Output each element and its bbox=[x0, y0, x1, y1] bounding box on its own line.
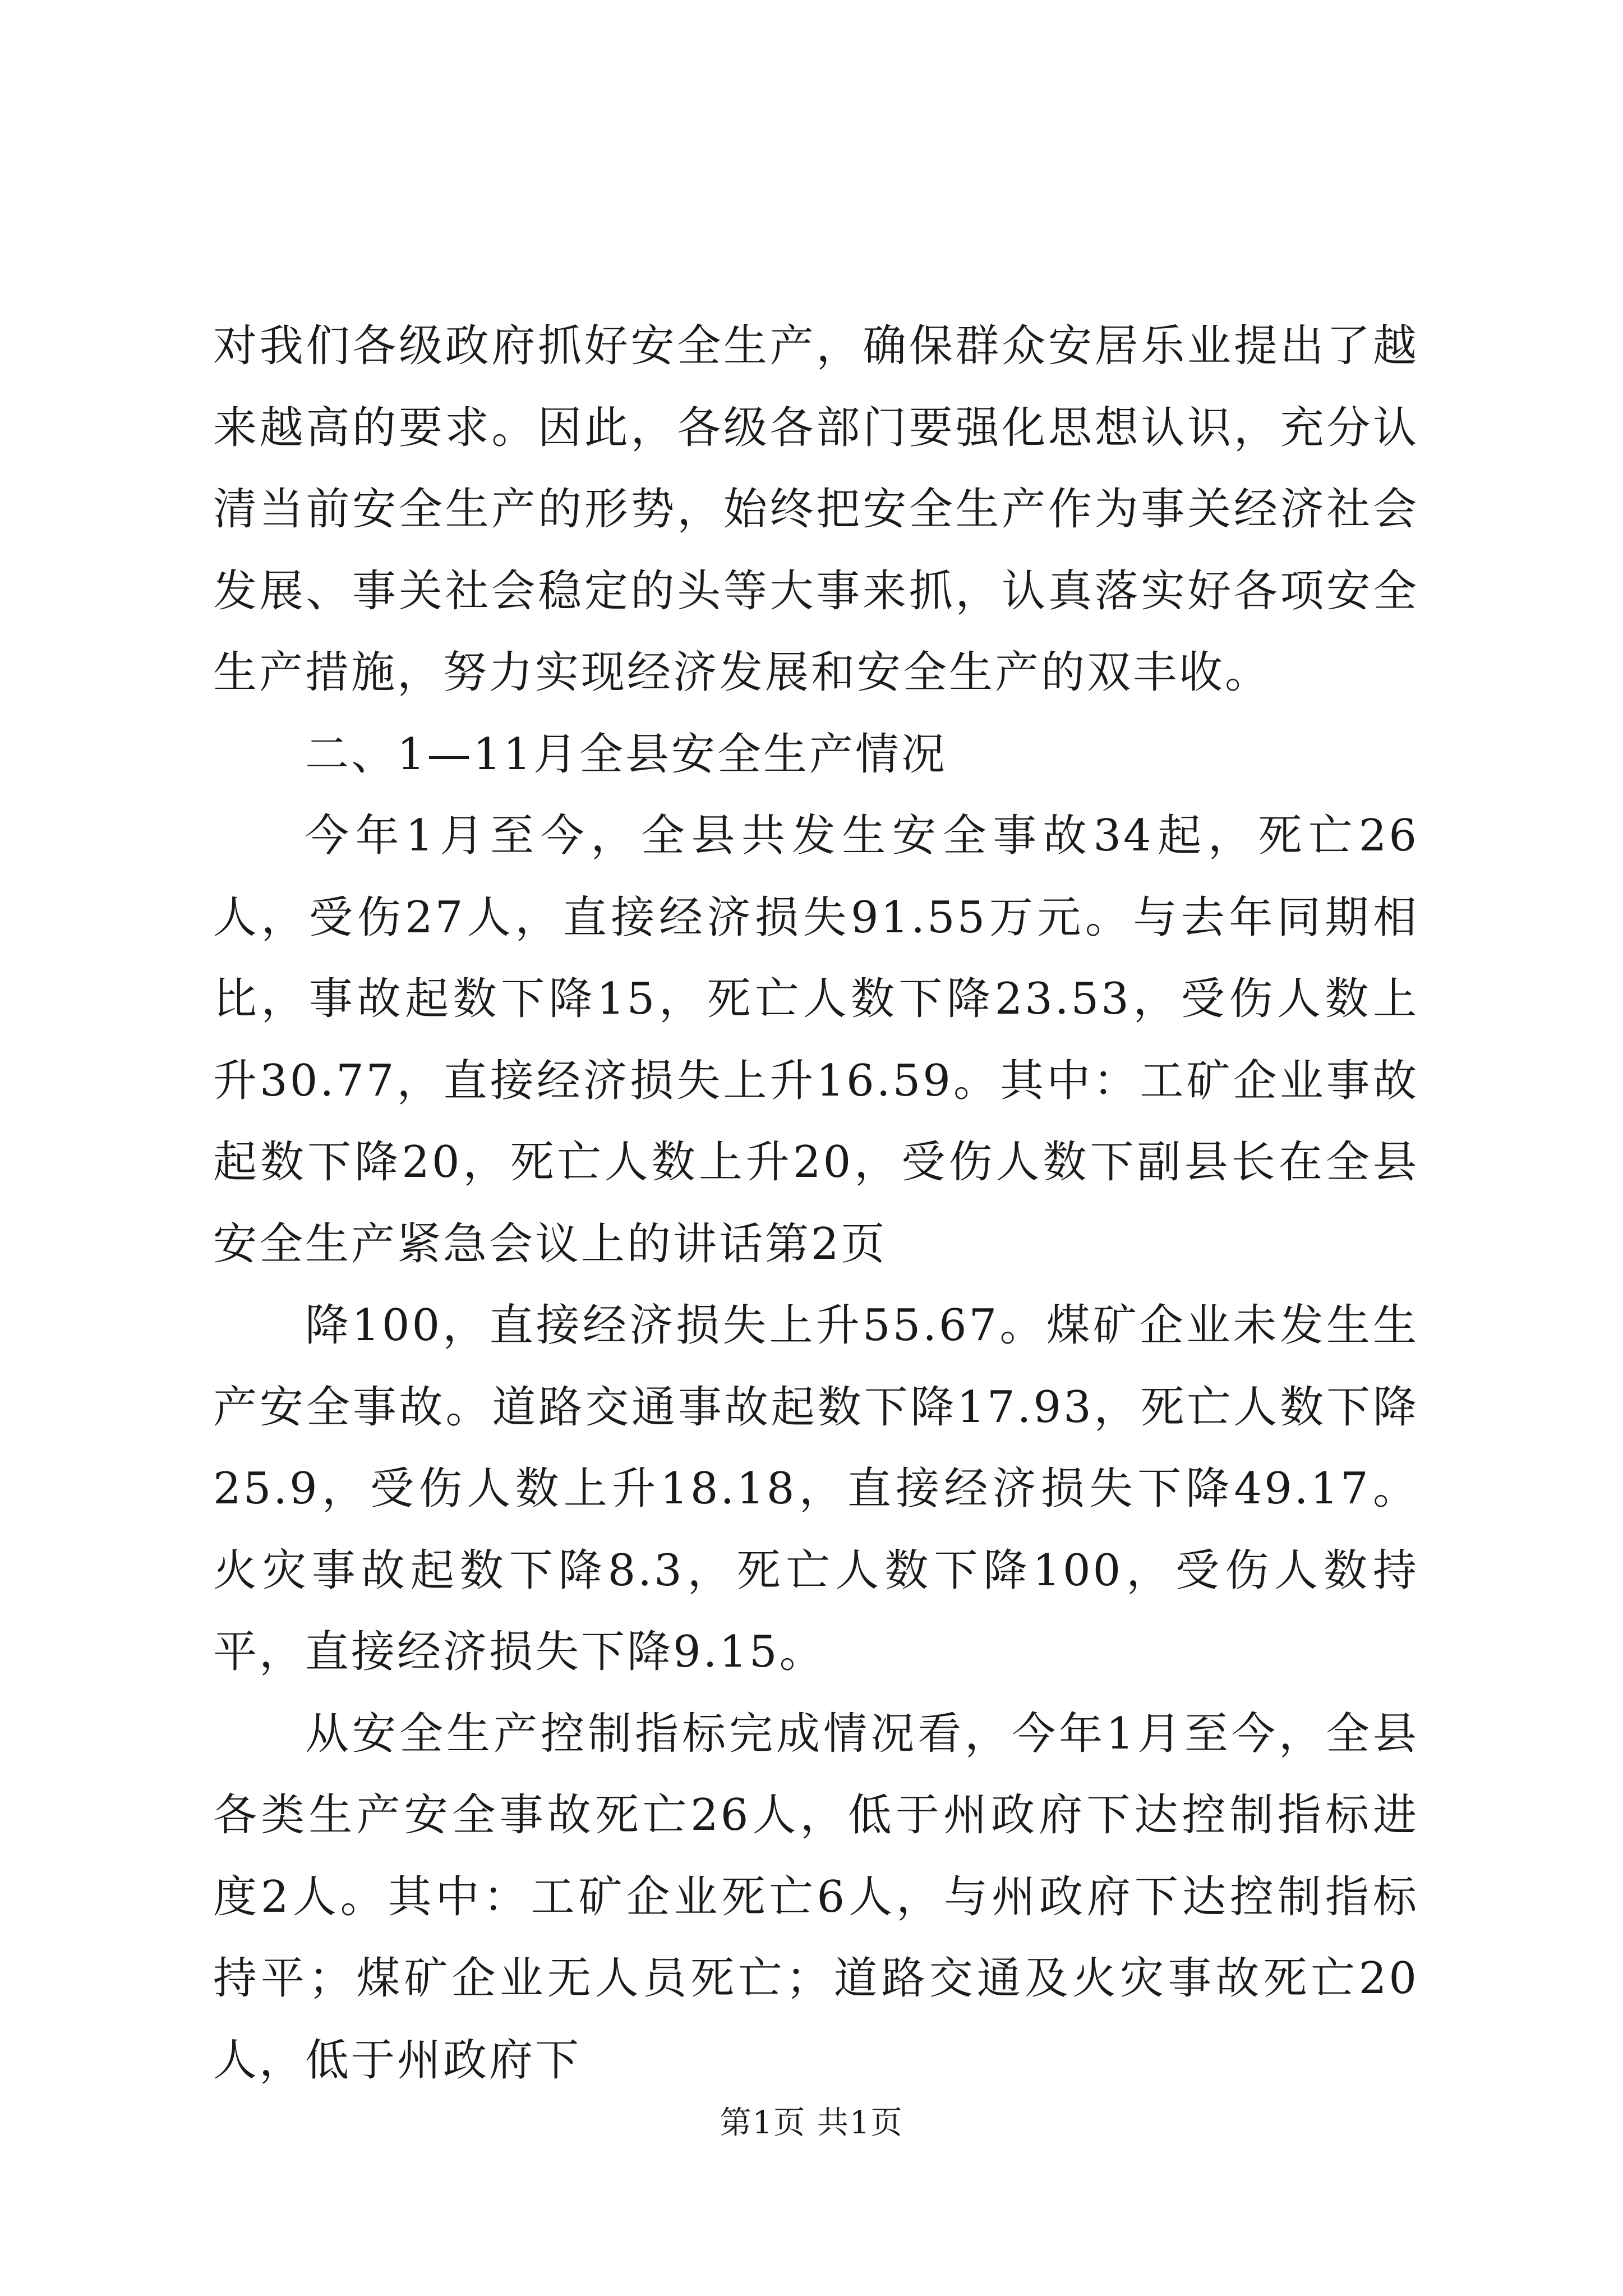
document-body bbox=[213, 306, 1419, 2101]
paragraph-4: 从安全生产控制指标完成情况看，今年1月至今，全县各类生产安全事故死亡26人，低于州政府下达控制指标进度2人。其中：工矿企业死亡6人，与州政府下达控制指标持平；煤矿企业无人员死亡；道路交通及火灾事故死亡20人，低于州政府下 bbox=[213, 1708, 1419, 2086]
paragraph-3: 降100，直接经济损失上升55.67。煤矿企业未发生生产安全事故。道路交通事故起数下降17.93，死亡人数下降25.9，受伤人数上升18.18，直接经济损失下降49.17。火灾事故起数下降8.3，死亡人数下降100，受伤人数持平，直接经济损失下降9.15。 bbox=[213, 1300, 1419, 1677]
section-heading: 二、1—11月全县安全生产情况 bbox=[305, 729, 947, 780]
page-footer: 第1页 共1页 bbox=[720, 2105, 903, 2141]
paragraph-1: 对我们各级政府抓好安全生产，确保群众安居乐业提出了越来越高的要求。因此，各级各部门要强化思想认识，充分认清当前安全生产的形势，始终把安全生产作为事关经济社会发展、事关社会稳定的头等大事来抓，认真落实好各项安全生产措施，努力实现经济发展和安全生产的双丰收。 bbox=[213, 321, 1419, 698]
paragraph-2: 今年1月至今，全县共发生安全事故34起，死亡26人，受伤27人，直接经济损失91.55万元。与去年同期相比，事故起数下降15，死亡人数下降23.53，受伤人数上升30.77，直接经济损失上升16.59。其中：工矿企业事故起数下降20，死亡人数上升20，受伤人数下副县长在全县安全生产紧急会议上的讲话第2页 bbox=[213, 811, 1419, 1269]
